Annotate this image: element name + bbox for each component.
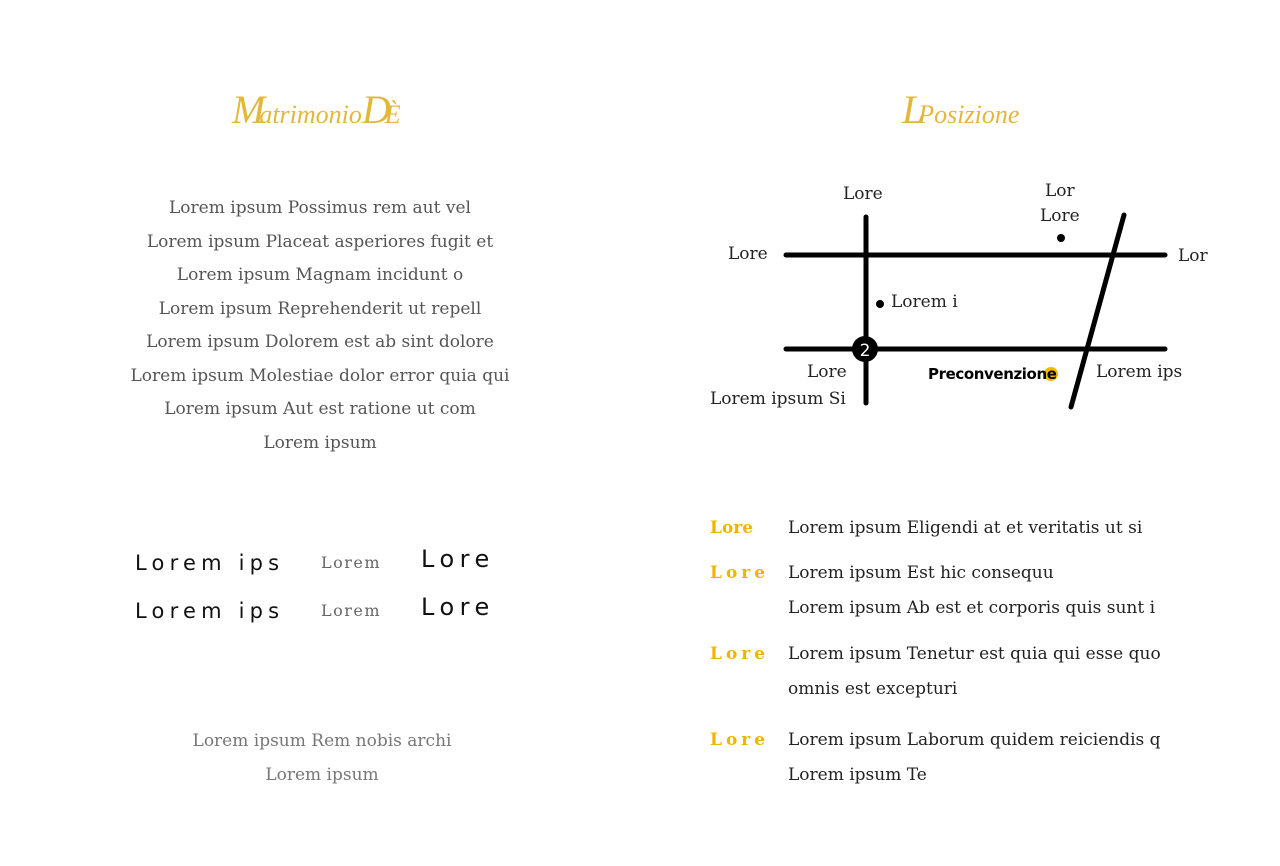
right-page	[640, 0, 1280, 866]
closing-text	[0, 724, 644, 792]
title-tail: È	[384, 100, 401, 129]
title-initial: M	[232, 87, 260, 132]
schedule-description	[788, 723, 1161, 792]
name-second: Lore	[421, 593, 495, 621]
schedule-line: Lorem ipsum Laborum quidem reiciendis q	[788, 730, 1161, 750]
name-second: Lore	[421, 545, 495, 573]
intro-line: Lorem ipsum Reprehenderit ut repell	[158, 298, 482, 319]
schedule-time: Lore	[710, 563, 770, 583]
map-label-top-right: Lore	[1040, 206, 1080, 226]
title-rest: Posizione	[918, 100, 1020, 129]
map-point-middle	[876, 300, 884, 308]
title-initial: L	[902, 87, 919, 132]
map-label-bottom-left: Lore	[807, 362, 847, 382]
location-map	[640, 0, 1280, 460]
schedule-line: Lorem ipsum Ab est et corporis quis sunt i	[788, 597, 1156, 618]
schedule-description	[788, 511, 1142, 546]
schedule-description	[788, 637, 1161, 706]
intro-line: Lorem ipsum Molestiae dolor error quia qui	[130, 365, 510, 386]
intro-line: Lorem ipsum Possimus rem aut vel	[169, 198, 471, 218]
schedule-line: Lorem ipsum Eligendi at et veritatis ut si	[788, 518, 1143, 538]
map-label-bottom-left: Lorem ipsum Si	[710, 389, 846, 409]
intro-line: Lorem ipsum Placeat asperiores fugit et	[146, 231, 494, 252]
map-label-bottom-right: Lorem ips	[1096, 362, 1183, 382]
schedule-line: Lorem ipsum Tenetur est quia qui esse quo	[788, 644, 1161, 664]
venue-label: Preconvenzione	[928, 365, 1057, 383]
schedule-time: Lore	[710, 730, 770, 750]
intro-line: Lorem ipsum Aut est ratione ut com	[164, 399, 476, 419]
closing-line: Lorem ipsum Rem nobis archi	[192, 731, 452, 751]
name-connector: Lorem	[321, 601, 382, 620]
intro-line: Lorem ipsum Magnam incidunt o	[176, 265, 464, 285]
name-first: Lorem ips	[135, 599, 285, 623]
name-row	[135, 545, 535, 593]
map-junction-number: 2	[859, 341, 871, 361]
intro-text	[0, 192, 640, 460]
map-point-top-right	[1057, 234, 1065, 242]
map-label-top: Lore	[843, 184, 883, 204]
intro-line: Lorem ipsum	[263, 432, 377, 453]
map-label-middle: Lorem i	[891, 292, 958, 312]
map-label-top-right: Lor	[1045, 181, 1075, 201]
name-first: Lorem ips	[135, 551, 285, 575]
title-rest: atrimonio	[259, 100, 362, 129]
name-connector: Lorem	[321, 553, 382, 572]
title-initial-2: D	[361, 87, 385, 132]
couple-names	[135, 545, 535, 641]
schedule-time: Lore	[710, 644, 770, 664]
name-row	[135, 593, 535, 641]
schedule-line: omnis est excepturi	[788, 678, 958, 699]
schedule-line: Lorem ipsum Est hic consequu	[788, 563, 1054, 583]
wedding-title	[232, 86, 401, 133]
map-label-left: Lore	[728, 244, 768, 264]
schedule-time: Lore	[710, 518, 754, 538]
closing-line: Lorem ipsum	[265, 765, 379, 785]
schedule-description	[788, 556, 1155, 625]
schedule-line: Lorem ipsum Te	[788, 764, 927, 785]
map-label-right: Lor	[1178, 246, 1208, 266]
intro-line: Lorem ipsum Dolorem est ab sint dolore	[146, 332, 494, 352]
